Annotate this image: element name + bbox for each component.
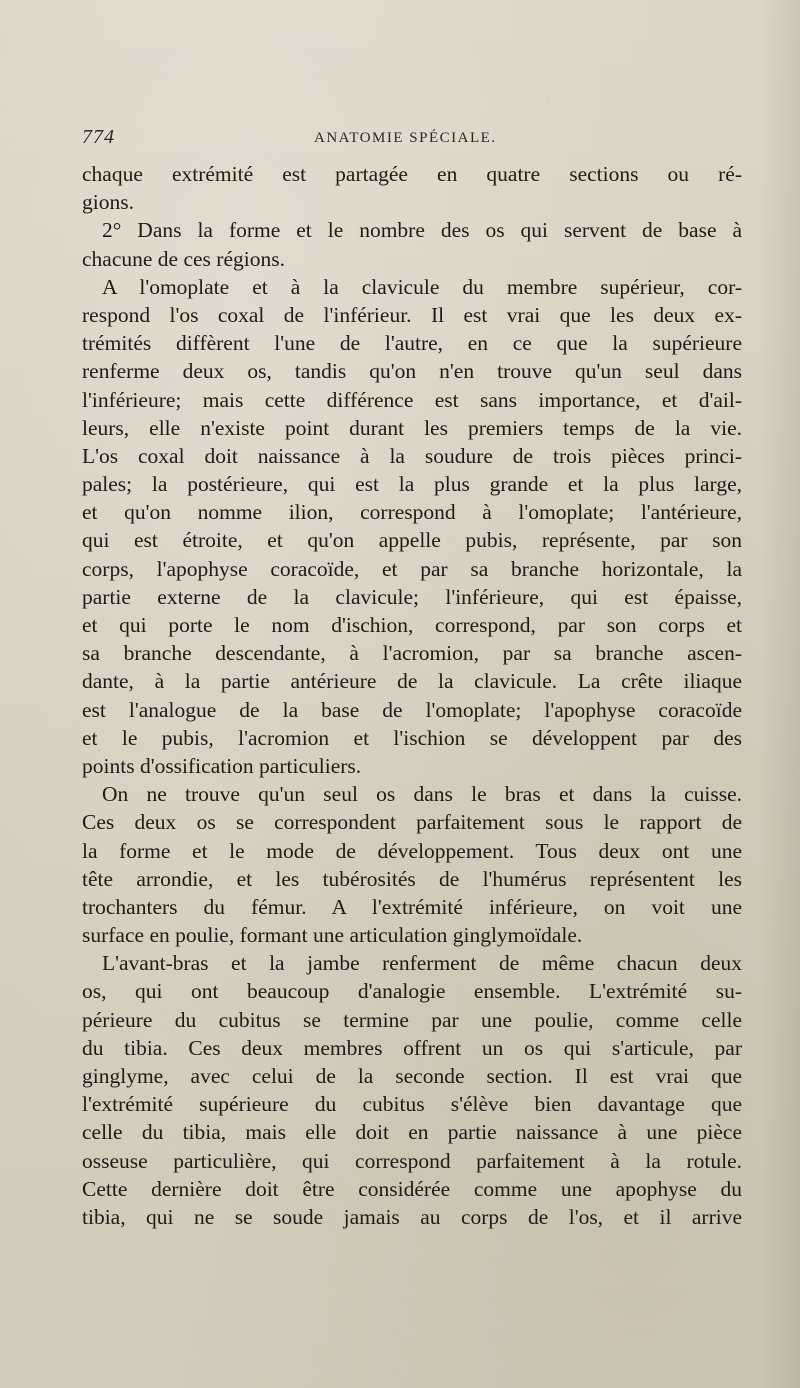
page-number: 774	[82, 126, 115, 148]
text-line: sa branche descendante, à l'acromion, par sa branche ascen-	[82, 641, 742, 666]
text-line: et qui porte le nom d'ischion, correspond, par son corps et	[82, 613, 742, 637]
text-line: On ne trouve qu'un seul os dans le bras et dans la cuisse.	[102, 782, 742, 807]
text-line: respond l'os coxal de l'inférieur. Il est vrai que les deux ex-	[82, 302, 742, 327]
page-edge-shadow	[760, 0, 800, 1388]
text-line: os, qui ont beaucoup d'analogie ensemble. L'extrémité su-	[82, 979, 742, 1004]
text-line: l'inférieure; mais cette différence est sans importance, et d'ail-	[82, 387, 742, 412]
page-header	[82, 126, 742, 156]
text-line: Ces deux os se correspondent parfaitement sous le rapport de	[82, 810, 742, 835]
text-line: trochanters du fémur. A l'extrémité inférieure, on voit une	[82, 894, 742, 919]
text-line: est l'analogue de la base de l'omoplate; l'apophyse coracoïde	[82, 697, 742, 722]
running-head: ANATOMIE SPÉCIALE.	[314, 130, 497, 146]
text-line: périeure du cubitus se termine par une poulie, comme celle	[82, 1007, 742, 1032]
text-line: Cette dernière doit être considérée comme une apophyse du	[82, 1176, 742, 1201]
text-line: 2° Dans la forme et le nombre des os qui servent de base à	[102, 218, 742, 243]
text-line: pales; la postérieure, qui est la plus grande et la plus large,	[82, 472, 742, 497]
text-line: dante, à la partie antérieure de la clavicule. La crête iliaque	[82, 669, 742, 694]
text-line: trémités diffèrent l'une de l'autre, en ce que la supérieure	[82, 331, 742, 356]
text-line: du tibia. Ces deux membres offrent un os qui s'articule, par	[82, 1035, 742, 1060]
text-line: gions.	[82, 190, 134, 215]
text-line: L'avant-bras et la jambe renferment de même chacun deux	[102, 951, 742, 976]
text-line: qui est étroite, et qu'on appelle pubis, représente, par son	[82, 528, 742, 553]
text-line: surface en poulie, formant une articulation ginglymoïdale.	[82, 923, 583, 948]
text-line: renferme deux os, tandis qu'on n'en trouve qu'un seul dans	[82, 359, 742, 384]
text-line: L'os coxal doit naissance à la soudure de trois pièces princi-	[82, 443, 742, 468]
text-line: celle du tibia, mais elle doit en partie naissance à une pièce	[82, 1120, 742, 1145]
text-line: osseuse particulière, qui correspond parfaitement à la rotule.	[82, 1148, 742, 1173]
text-line: chacune de ces régions.	[82, 246, 285, 271]
text-line: et le pubis, l'acromion et l'ischion se développent par des	[82, 725, 742, 750]
text-line: tête arrondie, et les tubérosités de l'humérus représentent les	[82, 866, 742, 891]
text-line: points d'ossification particuliers.	[82, 753, 362, 778]
text-line: l'extrémité supérieure du cubitus s'élève bien davantage que	[82, 1092, 742, 1117]
text-line: et qu'on nomme ilion, correspond à l'omoplate; l'antérieure,	[82, 500, 742, 525]
text-line: ginglyme, avec celui de la seconde section. Il est vrai que	[82, 1064, 742, 1088]
text-line: A l'omoplate et à la clavicule du membre supérieur, cor-	[102, 274, 742, 299]
text-line: corps, l'apophyse coracoïde, et par sa branche horizontale, la	[82, 556, 742, 581]
body-text	[82, 160, 742, 1231]
text-line: partie externe de la clavicule; l'inférieure, qui est épaisse,	[82, 584, 742, 609]
text-line: leurs, elle n'existe point durant les premiers temps de la vie.	[82, 415, 742, 440]
text-line: tibia, qui ne se soude jamais au corps de l'os, et il arrive	[82, 1204, 742, 1229]
text-line: la forme et le mode de développement. Tous deux ont une	[82, 838, 742, 863]
text-line: chaque extrémité est partagée en quatre sections ou ré-	[82, 162, 742, 186]
